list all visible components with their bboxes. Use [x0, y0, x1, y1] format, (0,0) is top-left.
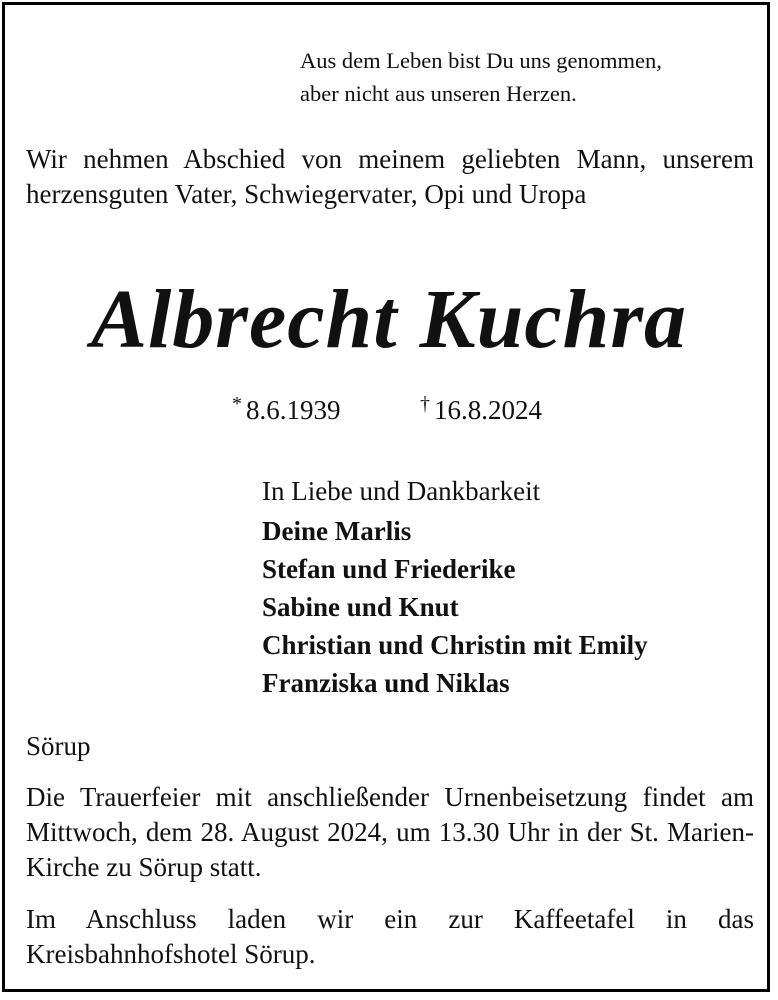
- life-dates: [0, 384, 778, 424]
- death-date-value: 16.8.2024: [434, 395, 542, 425]
- signoff-intro: In Liebe und Dankbarkeit: [262, 476, 541, 506]
- mourner-name: Christian und Christin mit Emily: [262, 630, 648, 660]
- birth-date: [232, 384, 341, 430]
- funeral-details: Die Trauerfeier mit anschließender Urnenbeisetzung findet am Mittwoch, dem 28. August 2024, um 13.30 Uhr in der St. Marien-Kirche zu Sörup statt.: [26, 782, 754, 882]
- deceased-name: Albrecht Kuchra: [90, 273, 688, 366]
- reception-details: Im Anschluss laden wir ein zur Kaffeetafel in das Kreisbahnhofshotel Sörup.: [26, 904, 754, 969]
- death-date: [420, 384, 542, 430]
- mourner-name: Sabine und Knut: [262, 592, 459, 622]
- motto-line-2: aber nicht aus unseren Herzen.: [300, 81, 577, 106]
- place-name: Sörup: [26, 731, 91, 761]
- mourner-name: Deine Marlis: [262, 516, 412, 546]
- death-cross-icon: †: [420, 393, 430, 415]
- birth-date-value: 8.6.1939: [246, 395, 341, 425]
- mourners-block: [262, 472, 762, 702]
- motto-quote: [300, 44, 760, 110]
- mourner-name: Franziska und Niklas: [262, 668, 510, 698]
- mourner-name: Stefan und Friederike: [262, 554, 516, 584]
- motto-line-1: Aus dem Leben bist Du uns genommen,: [300, 48, 662, 73]
- birth-star-icon: *: [232, 393, 242, 415]
- intro-text: Wir nehmen Abschied von meinem geliebten Mann, unserem herzensguten Vater, Schwiegervater, Opi und Uropa: [26, 144, 754, 209]
